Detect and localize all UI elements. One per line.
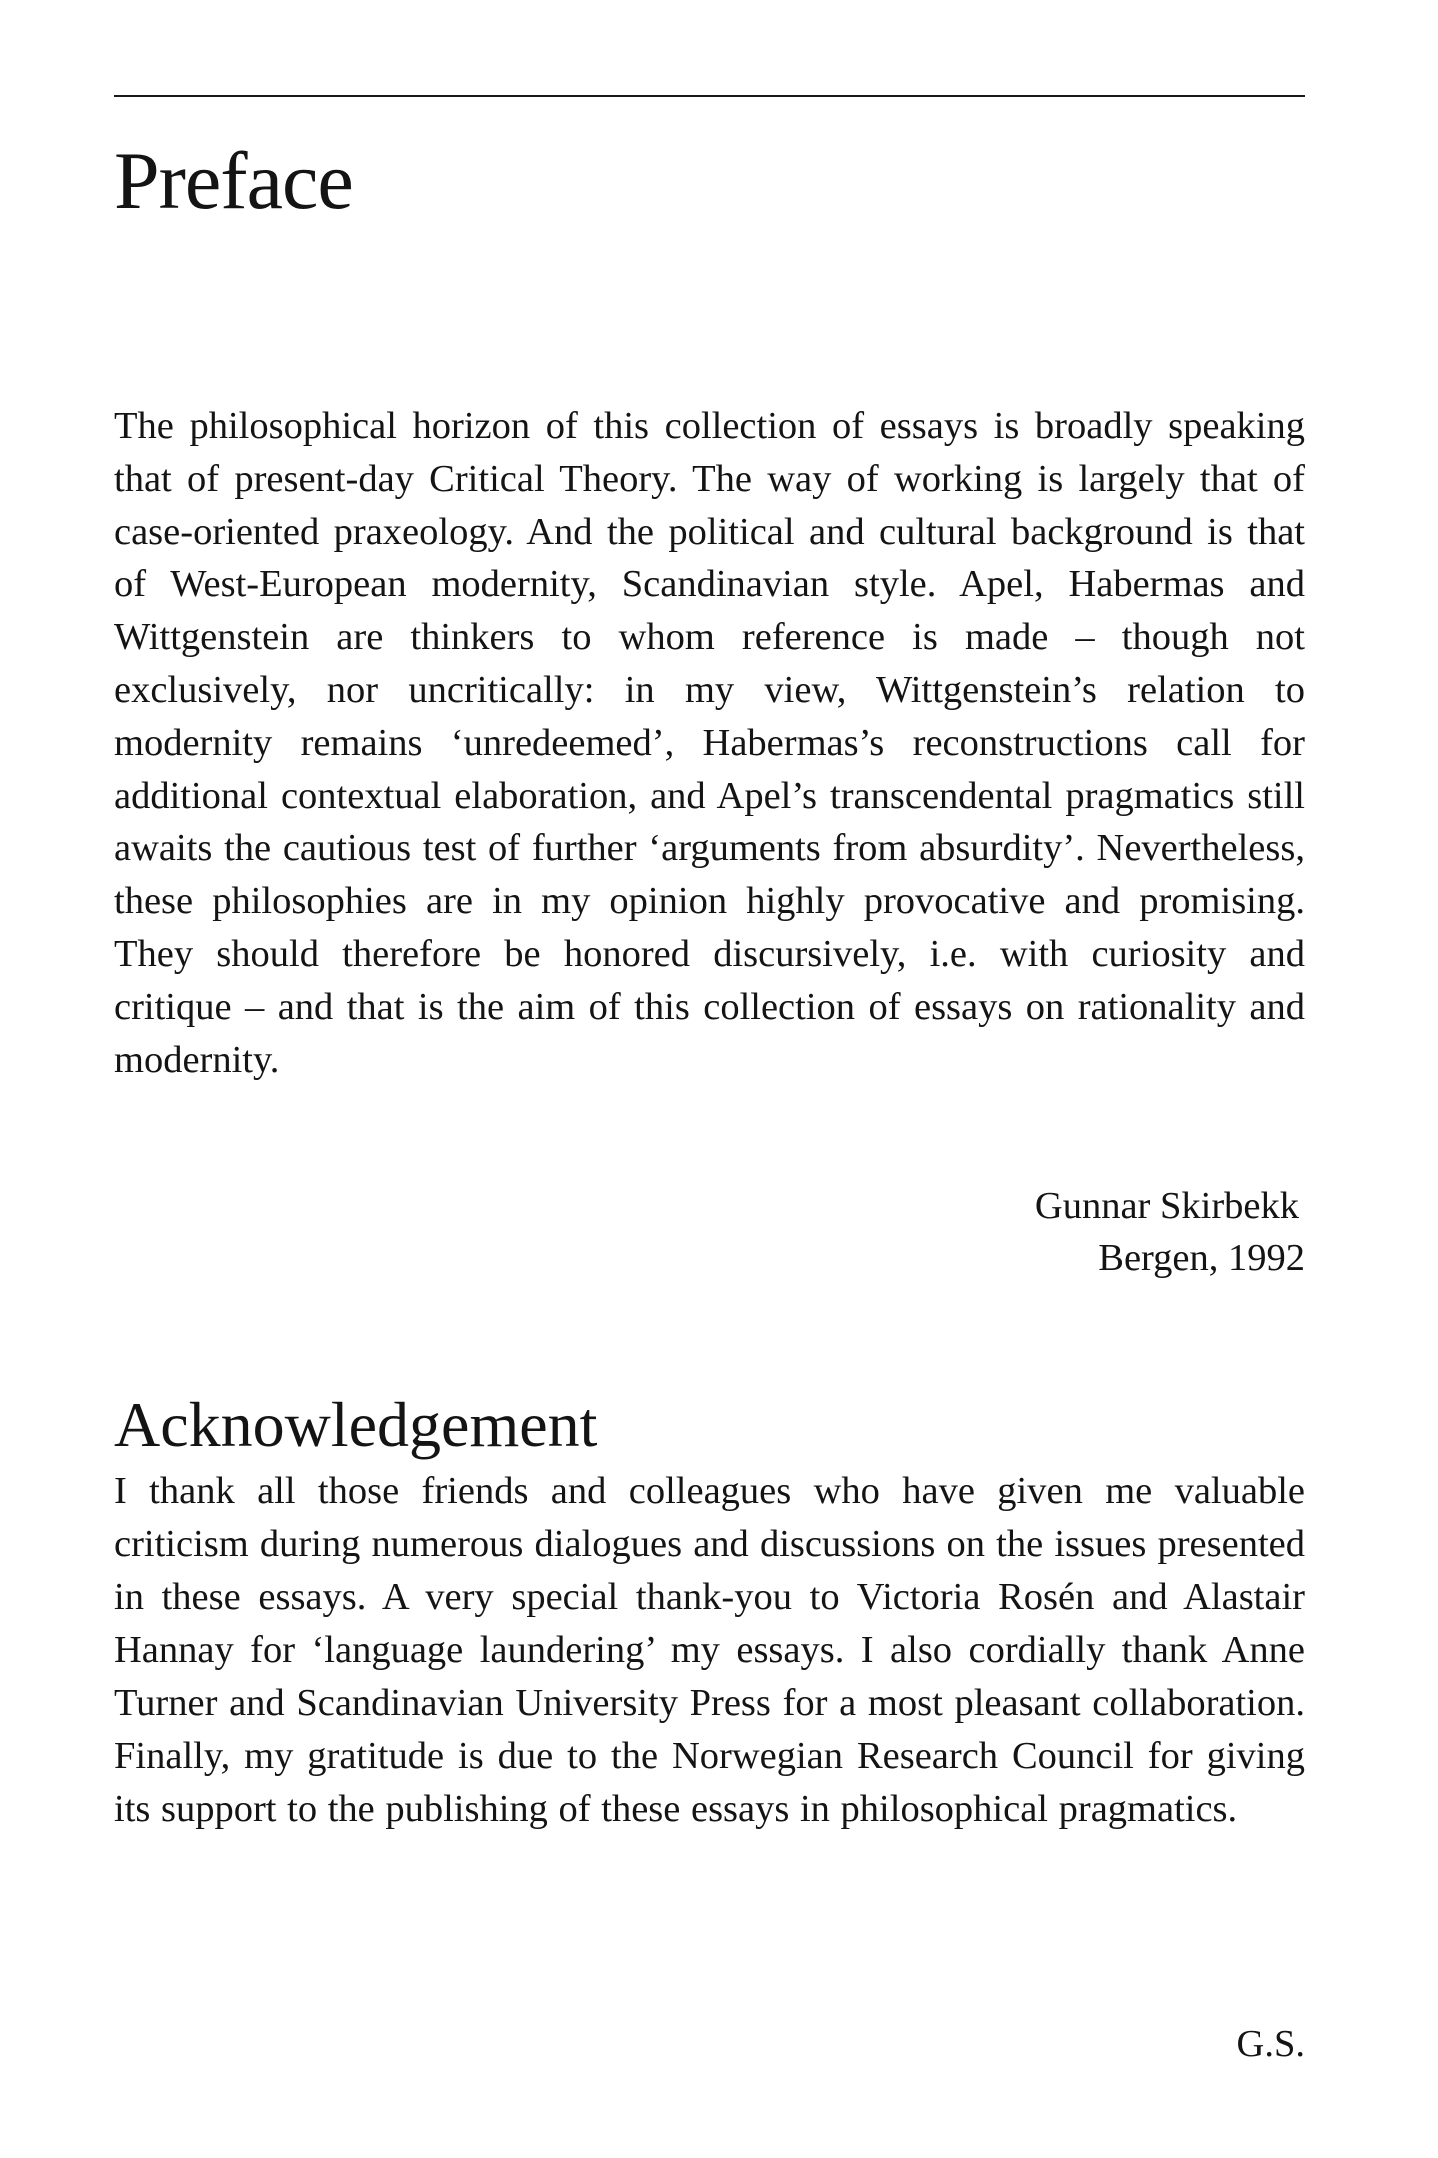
header-rule	[114, 95, 1305, 97]
preface-paragraph: The philosophical horizon of this collection of essays is broadly speaking that of present-day Critical Theory. The way of working is largely that of case-oriented praxeology. And the political and cultural background is that of West-European modernity, Scandinavian style. Apel, Habermas and Wittgenstein are thinkers to whom reference is made – though not exclusively, nor uncritically: in my view, Wittgenstein’s relation to modernity remains ‘unredeemed’, Habermas’s reconstructions call for additional contextual elaboration, and Apel’s transcendental pragmatics still awaits the cautious test of further ‘arguments from absurdity’. Nevertheless, these philosophies are in my opinion highly provocative and promising. They should therefore be honored discursively, i.e. with curiosity and critique – and that is the aim of this collection of essays on rationality and modernity.	[114, 405, 1305, 1081]
signature-name: Gunnar Skirbekk	[1034, 1185, 1299, 1227]
acknowledgement-title: Acknowledgement	[114, 1389, 598, 1460]
signature-place-date: Bergen, 1992	[1098, 1237, 1305, 1279]
acknowledgement-paragraph: I thank all those friends and colleagues who have given me valuable criticism during numerous dialogues and discussions on the issues presented in these essays. A very special thank-you to Victoria Rosén and Alastair Hannay for ‘language laundering’ my essays. I also cordially thank Anne Turner and Scandinavian University Press for a most pleasant collaboration. Finally, my gratitude is due to the Norwegian Research Council for giving its support to the publishing of these essays in philosophical pragmatics.	[114, 1470, 1305, 1830]
preface-signature	[1035, 1180, 1305, 1284]
preface-title: Preface	[114, 135, 353, 226]
acknowledgement-initials: G.S.	[1236, 2023, 1305, 2065]
